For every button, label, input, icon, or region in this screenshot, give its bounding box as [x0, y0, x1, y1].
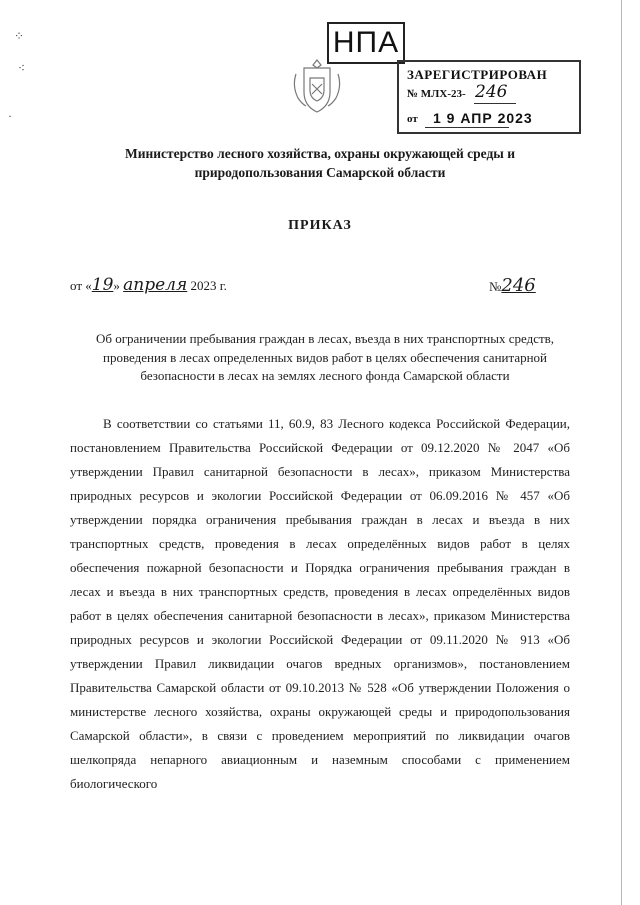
npa-stamp: НПА [327, 22, 405, 64]
order-number [489, 275, 536, 296]
date-prefix: от « [70, 278, 92, 293]
scan-edge [621, 0, 622, 905]
date-month-handwritten: апреля [123, 275, 188, 295]
scan-speck: · [8, 109, 12, 123]
document-type: ПРИКАЗ [288, 218, 352, 233]
date-year: 2023 г. [190, 278, 227, 293]
registration-stamp [397, 60, 581, 134]
date-day-handwritten: 19 [91, 275, 114, 295]
order-date [70, 275, 227, 295]
registration-number-line [474, 103, 516, 104]
scan-speck: ⁖ [18, 61, 26, 75]
scan-speck: ⁘ [14, 29, 25, 43]
order-subject: Об ограничении пребывания граждан в лесах, въезда в них транспортных средств, проведения в лесах определенных видов работ в целях обеспечения санитарной безопасности в лесах на землях лесного фонда Самарской области [95, 331, 555, 383]
registration-date-line [425, 127, 509, 128]
registration-title: ЗАРЕГИСТРИРОВАН [407, 67, 548, 82]
number-prefix: № [489, 279, 502, 294]
number-handwritten: 246 [501, 275, 536, 296]
coat-of-arms-icon [290, 56, 344, 118]
order-body-paragraph: В соответствии со статьями 11, 60.9, 83 Лесного кодекса Российской Федерации, постановлением Правительства Российской Федерации от 09.12.2020 № 2047 «Об утверждении Правил санитарной безопасности в лесах», приказом Министерства природных ресурсов и экологии Российской Федерации от 06.09.2016 № 457 «Об утверждении порядка ограничения пребывания граждан в лесах и въезда в них транспортных средств, проведения в лесах определённых видов работ в целях обеспечения пожарной безопасности и Порядка ограничения пребывания граждан в лесах и въезда в них транспортных средств, проведения в лесах определённых видов работ в целях обеспечения санитарной безопасности в лесах», приказом Министерства природных ресурсов и экологии Российской Федерации от 09.11.2020 № 913 «Об утверждении Правил ликвидации очагов вредных организмов», постановлением Правительства Самарской области от 09.10.2013 № 528 «Об утверждении Положения о министерстве лесного хозяйства, охраны окружающей среды и природопользования Самарской области», в связи с проведением мероприятий по ликвидации очагов шелкопряда непарного авиационным и наземным способами с применением биологического [70, 416, 570, 791]
registration-number-label: № МЛХ-23- [407, 88, 466, 100]
registration-number-handwritten: 246 [475, 82, 508, 102]
registration-date: 1 9 АПР 2023 [433, 110, 533, 126]
date-middle: » [113, 278, 120, 293]
registration-date-label: от [407, 113, 418, 125]
ministry-name: Министерство лесного хозяйства, охраны окружающей среды и природопользования Самарской области [124, 146, 515, 180]
